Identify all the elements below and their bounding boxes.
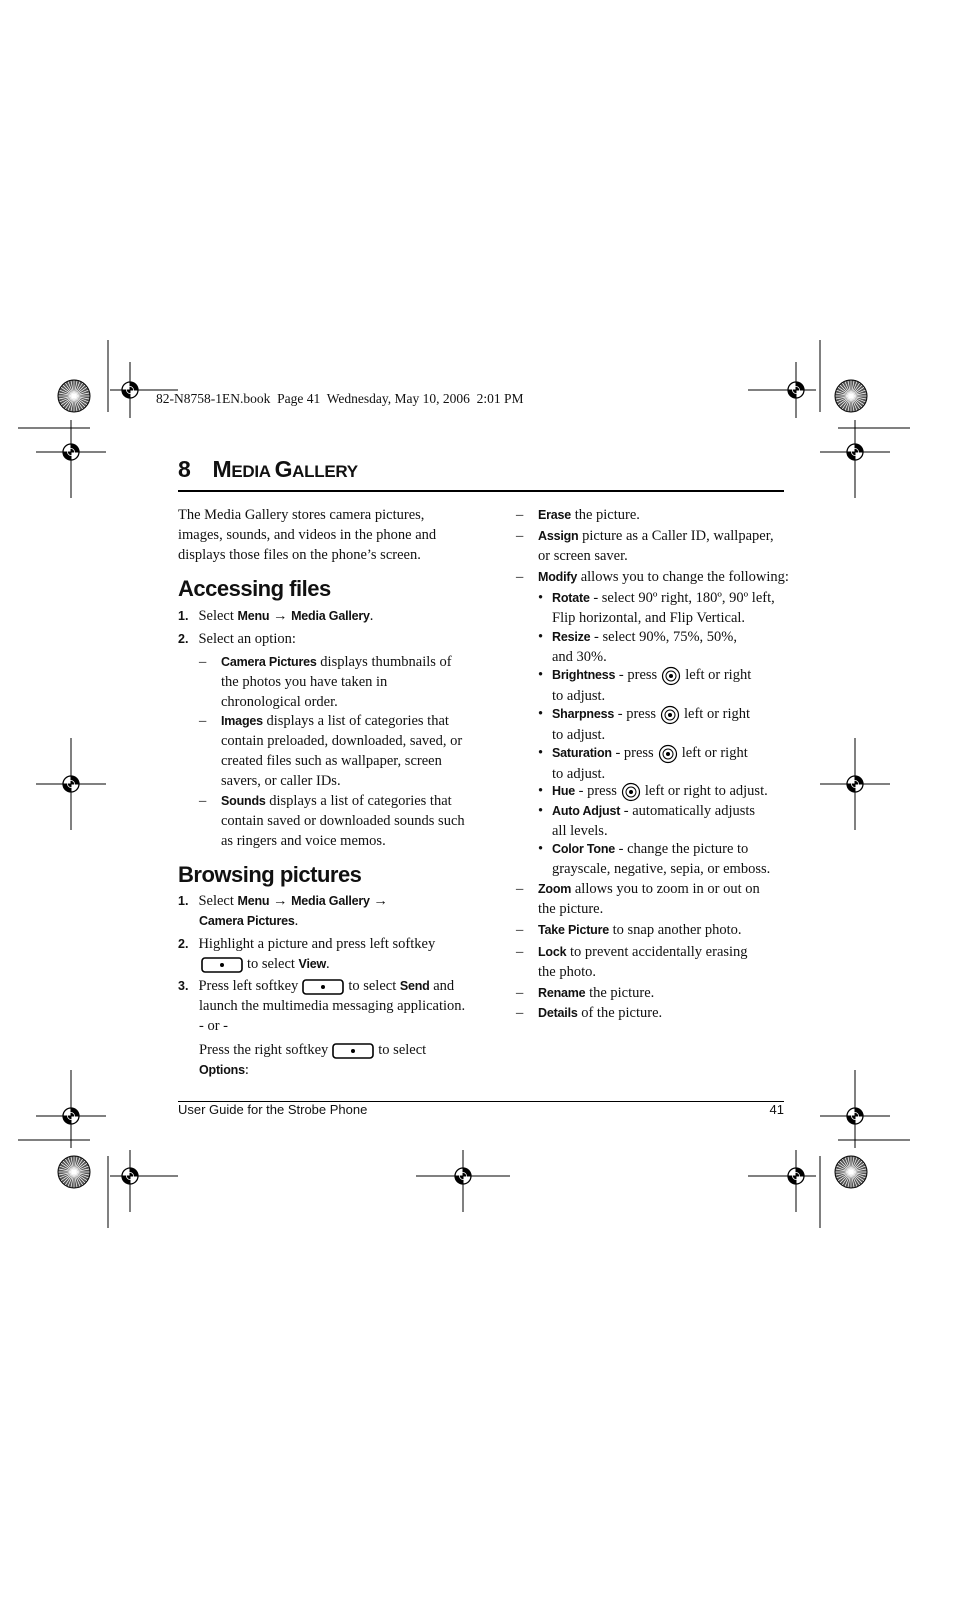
bullet-color-tone: • Color Tone - change the picture to grayscale, negative, sepia, or emboss. <box>538 841 771 877</box>
browsing-step-2: 2. Highlight a picture and press left softkey to select View. <box>178 936 436 972</box>
softkey-button-icon <box>201 957 243 973</box>
bullet-auto-adjust: • Auto Adjust - automatically adjusts all levels. <box>538 803 756 839</box>
navigation-key-icon <box>621 782 641 802</box>
option-images: – Images displays a list of categories that contain preloaded, downloaded, saved, or created files such as wallpaper, screen savers, or caller IDs. <box>199 713 463 789</box>
right-item-erase: – Erase the picture. <box>516 507 640 523</box>
navigation-key-icon <box>660 705 680 725</box>
right-item-assign: – Assign picture as a Caller ID, wallpaper, or screen saver. <box>516 528 774 564</box>
intro-paragraph: The Media Gallery stores camera pictures, images, sounds, and videos in the phone and displays those files on the phone’s screen. <box>178 507 437 563</box>
footer-title: User Guide for the Strobe Phone <box>178 1102 368 1117</box>
right-item-zoom: – Zoom allows you to zoom in or out on the picture. <box>516 881 760 917</box>
bullet-saturation: • Saturation - press left or right to adjust. <box>538 745 748 782</box>
browsing-step-3: 3. Press left softkey to select Send and launch the multimedia messaging application. - or - Press the right softkey to select Options: <box>178 978 466 1078</box>
page-number: 41 <box>769 1102 784 1117</box>
chapter-title: 8 MEDIA GALLERY <box>178 456 358 482</box>
accessing-step-2: 2. Select an option: <box>178 631 296 647</box>
option-camera-pictures: – Camera Pictures displays thumbnails of the photos you have taken in chronological order. <box>199 654 452 710</box>
chapter-rule <box>178 490 784 492</box>
heading-browsing-pictures: Browsing pictures <box>178 862 362 887</box>
header-stamp: 82-N8758-1EN.book Page 41 Wednesday, May 10, 2006 2:01 PM <box>156 391 524 406</box>
softkey-button-icon <box>332 1043 374 1059</box>
bullet-resize: • Resize - select 90%, 75%, 50%, and 30%. <box>538 629 737 665</box>
navigation-key-icon <box>661 666 681 686</box>
accessing-step-1: 1. Select Menu → Media Gallery. <box>178 608 374 624</box>
navigation-key-icon <box>658 744 678 764</box>
right-item-rename: – Rename the picture. <box>516 985 655 1001</box>
browsing-step-1: 1. Select Menu → Media Gallery → Camera Pictures. <box>178 893 388 929</box>
bullet-sharpness: • Sharpness - press left or right to adjust. <box>538 706 751 743</box>
bullet-brightness: • Brightness - press left or right to adjust. <box>538 667 752 704</box>
right-item-lock: – Lock to prevent accidentally erasing the photo. <box>516 944 748 980</box>
right-item-take-picture: – Take Picture to snap another photo. <box>516 922 742 938</box>
softkey-button-icon <box>302 979 344 995</box>
chapter-number: 8 <box>178 456 191 482</box>
right-item-modify: – Modify allows you to change the following: <box>516 569 789 585</box>
right-item-details: – Details of the picture. <box>516 1005 663 1021</box>
bullet-rotate: • Rotate - select 90º right, 180º, 90º left, Flip horizontal, and Flip Vertical. <box>538 590 775 626</box>
heading-accessing-files: Accessing files <box>178 576 331 601</box>
bullet-hue: • Hue - press left or right to adjust. <box>538 781 798 802</box>
option-sounds: – Sounds displays a list of categories that contain saved or downloaded sounds such as ringers and voice memos. <box>199 793 465 849</box>
